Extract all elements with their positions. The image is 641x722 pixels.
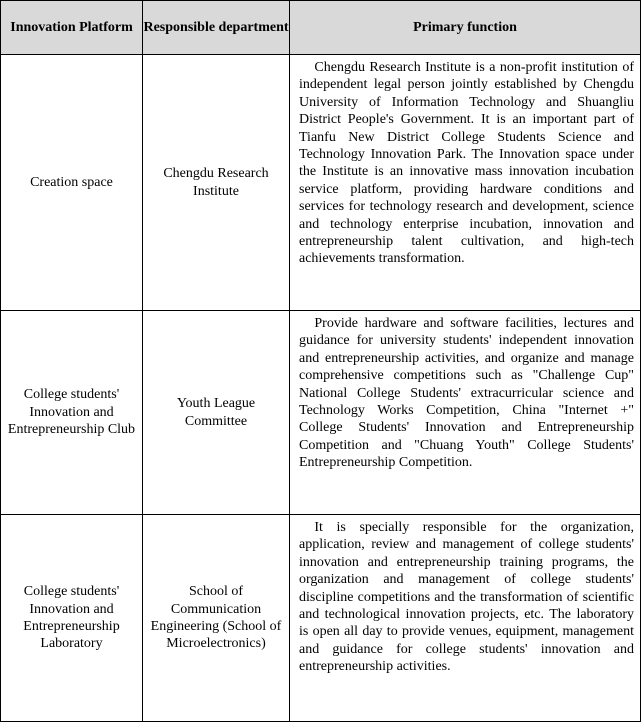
platform-cell: College students' Innovation and Entrepreneurship Club (1, 311, 143, 515)
table-row (1, 55, 641, 311)
table-header (1, 1, 641, 55)
header-responsible-department: Responsible department (143, 1, 290, 55)
header-innovation-platform: Innovation Platform (1, 1, 143, 55)
function-text: It is specially responsible for the organization, application, review and management of college students' innovation and entrepreneurship training programs, the organization and management of college students' discipline competitions and the transformation of scientific and technological innovation projects, etc. The laboratory is open all day to provide venues, equipment, management and guidance for college students' innovation and entrepreneurship activities. (299, 520, 634, 675)
function-text: Provide hardware and software facilities, lectures and guidance for university students' independent innovation and entrepreneurship activities, and organize and manage comprehensive competitions such as "Challenge Cup" National College Students' extracurricular science and Technology Works Competition, China "Internet +" College Students' Innovation and Entrepreneurship Competition and "Chuang Youth" College Students' Entrepreneurship Competition. (299, 316, 634, 471)
table-row (1, 311, 641, 515)
department-cell: School of Communication Engineering (School of Microelectronics) (143, 515, 290, 722)
function-cell (290, 55, 641, 311)
table-body (1, 55, 641, 722)
department-cell: Youth League Committee (143, 311, 290, 515)
function-text: Chengdu Research Institute is a non-profit institution of independent legal person jointly established by Chengdu University of Information Technology and Shuangliu District People's Government. It is an important part of Tianfu New District College Students Science and Technology Innovation Park. The Innovation space under the Institute is an innovative mass innovation incubation service platform, providing hardware conditions and services for technology research and development, science and technology enterprise incubation, innovation and entrepreneurship talent cultivation, and high-tech achievements transformation. (299, 60, 634, 267)
department-cell: Chengdu Research Institute (143, 55, 290, 311)
function-cell (290, 515, 641, 722)
platform-cell: Creation space (1, 55, 143, 311)
platform-cell: College students' Innovation and Entrepreneurship Laboratory (1, 515, 143, 722)
header-primary-function: Primary function (290, 1, 641, 55)
header-row (1, 1, 641, 55)
function-cell (290, 311, 641, 515)
table-row (1, 515, 641, 722)
